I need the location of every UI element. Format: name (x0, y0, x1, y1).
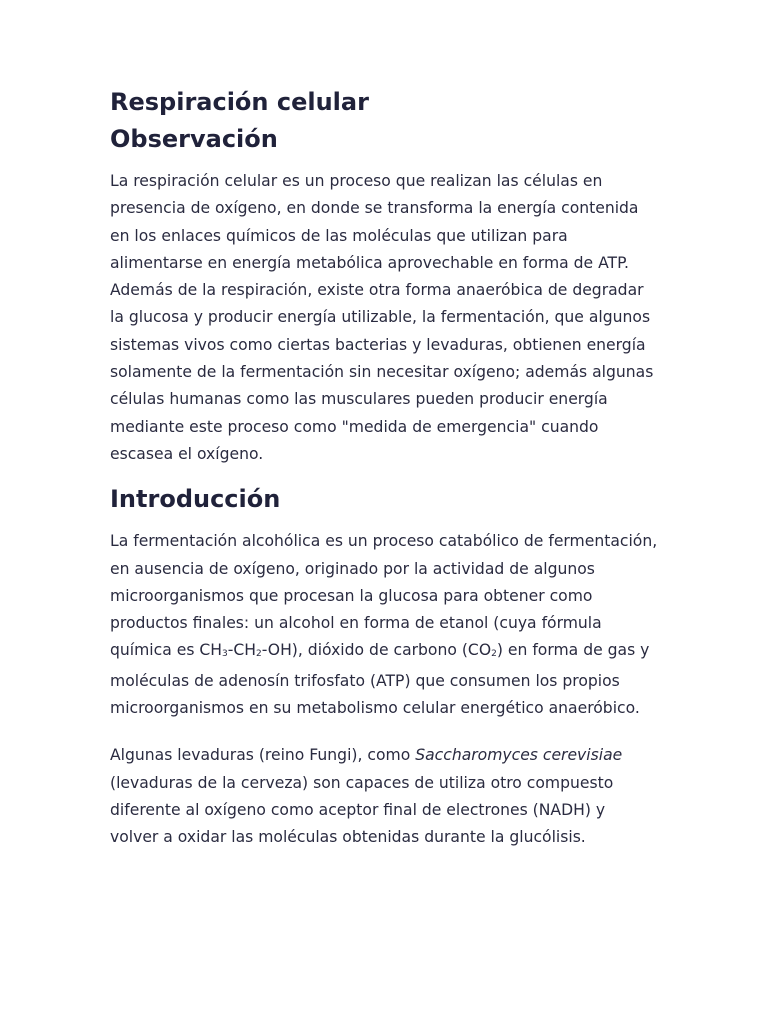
paragraph-text: -CH (227, 641, 256, 660)
paragraph-text: -OH), dióxido de carbono (CO (261, 641, 492, 660)
document-page (110, 84, 658, 852)
subscript-3: 3 (222, 649, 228, 660)
paragraph-fermentacion (110, 528, 658, 722)
heading-introduccion: Introducción (110, 485, 281, 514)
paragraph-observacion: La respiración celular es un proceso que realizan las células en presencia de oxígeno, en donde se transforma la energía contenida en los enlaces químicos de las moléculas que utilizan para alimentarse en energía metabólica aprovechable en forma de ATP. Además de la respiración, existe otra forma anaeróbica de degradar la glucosa y producir energía utilizable, la fermentación, que algunos sistemas vivos como ciertas bacterias y levaduras, obtienen energía solamente de la fermentación sin necesitar oxígeno; además algunas células humanas como las musculares pueden producir energía mediante este proceso como "medida de emergencia" cuando escasea el oxígeno. (110, 172, 654, 463)
paragraph-text: Algunas levaduras (reino Fungi), como (110, 746, 416, 765)
paragraph-text: (levaduras de la cerveza) son capaces de utiliza otro compuesto diferente al oxígeno como aceptor final de electrones (NADH) y volver a oxidar las moléculas obtenidas durante la glucólisis. (110, 773, 614, 847)
paragraph-levaduras (110, 742, 658, 851)
heading-observacion: Observación (110, 125, 278, 153)
document-title: Respiración celular (110, 88, 369, 116)
subscript-2: 2 (491, 649, 497, 660)
subscript-2: 2 (256, 649, 262, 660)
paragraph-text: La fermentación alcohólica es un proceso catabólico de fermentación, en ausencia de oxígeno, originado por la actividad de algunos microorganismos que procesan la glucosa para obtener como productos finales: un alcohol en forma de etanol (cuya fórmula química es CH (110, 532, 658, 660)
species-name: Saccharomyces cerevisiae (415, 746, 623, 765)
paragraph-text: ) en forma de gas y moléculas de adenosín trifosfato (ATP) que consumen los propios microorganismos en su metabolismo celular energético anaeróbico. (110, 641, 650, 718)
